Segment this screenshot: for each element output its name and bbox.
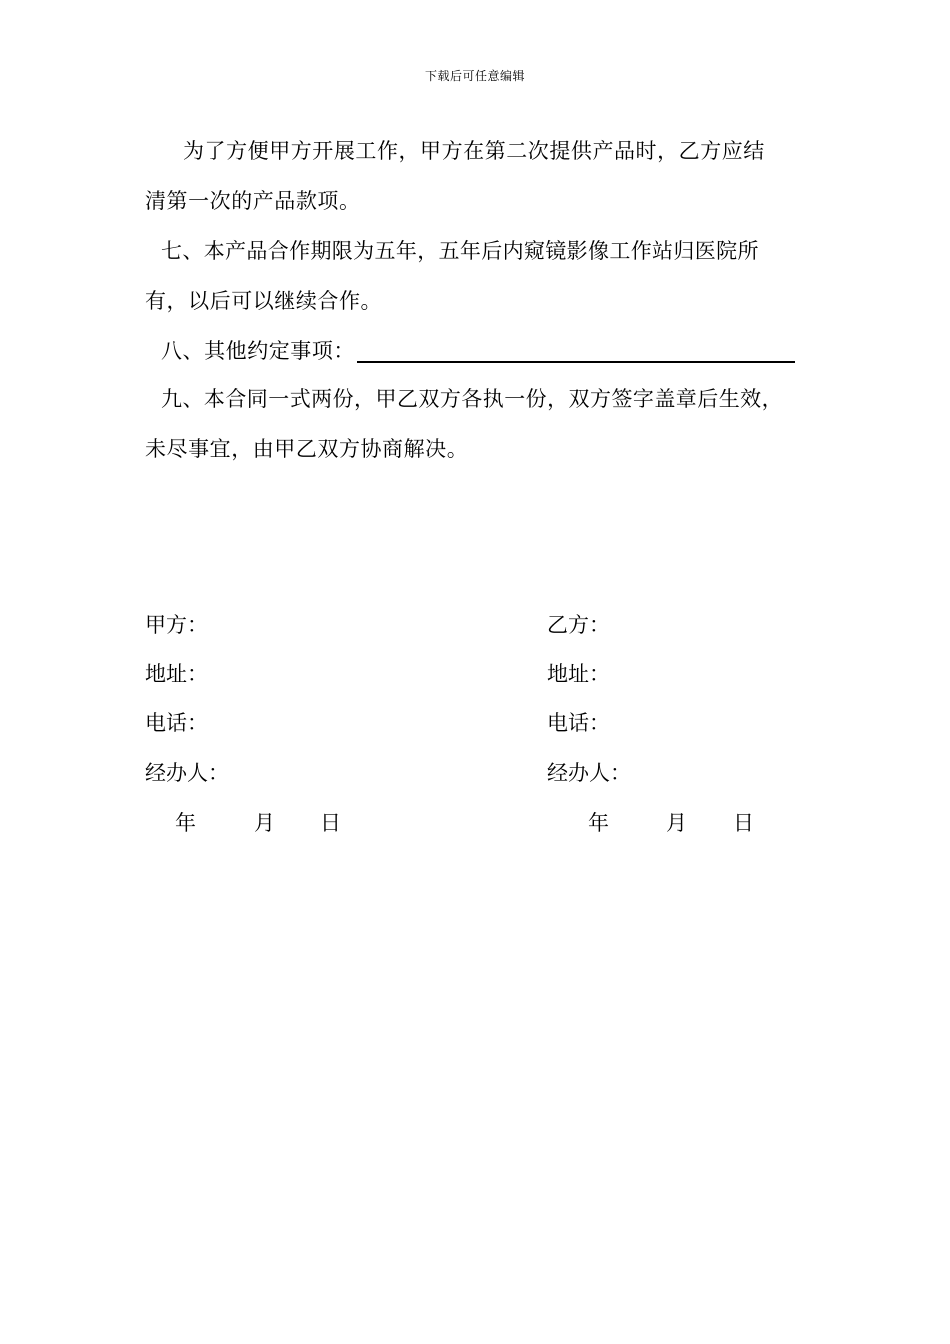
party-a-year-label: 年 bbox=[175, 811, 196, 835]
clause-eight bbox=[161, 339, 795, 363]
paragraph-payment-line-2: 清第一次的产品款项。 bbox=[145, 189, 361, 213]
party-b-address-label: 地址： bbox=[547, 662, 610, 686]
party-b-label: 乙方： bbox=[547, 613, 610, 637]
fill-in-blank-line bbox=[357, 341, 795, 363]
party-b-month-label: 月 bbox=[666, 811, 687, 835]
paragraph-payment-line-1: 为了方便甲方开展工作，甲方在第二次提供产品时，乙方应结 bbox=[183, 139, 765, 163]
party-a-label: 甲方： bbox=[145, 613, 208, 637]
party-b-phone-label: 电话： bbox=[547, 711, 610, 735]
party-b-day-label: 日 bbox=[733, 811, 754, 835]
party-a-phone-label: 电话： bbox=[145, 711, 208, 735]
page-header-note: 下载后可任意编辑 bbox=[424, 69, 525, 83]
clause-seven-line-1: 七、本产品合作期限为五年，五年后内窥镜影像工作站归医院所 bbox=[161, 239, 759, 263]
party-b-year-label: 年 bbox=[588, 811, 609, 835]
party-a-address-label: 地址： bbox=[145, 662, 208, 686]
clause-eight-label: 八、其他约定事项： bbox=[161, 339, 355, 363]
party-b-agent-label: 经办人： bbox=[547, 761, 631, 785]
party-a-agent-label: 经办人： bbox=[145, 761, 229, 785]
clause-seven-line-2: 有，以后可以继续合作。 bbox=[145, 289, 383, 313]
party-a-month-label: 月 bbox=[254, 811, 275, 835]
party-a-day-label: 日 bbox=[320, 811, 341, 835]
clause-nine-line-1: 九、本合同一式两份，甲乙双方各执一份，双方签字盖章后生效， bbox=[161, 387, 784, 411]
clause-nine-line-2: 未尽事宜，由甲乙双方协商解决。 bbox=[145, 437, 469, 461]
